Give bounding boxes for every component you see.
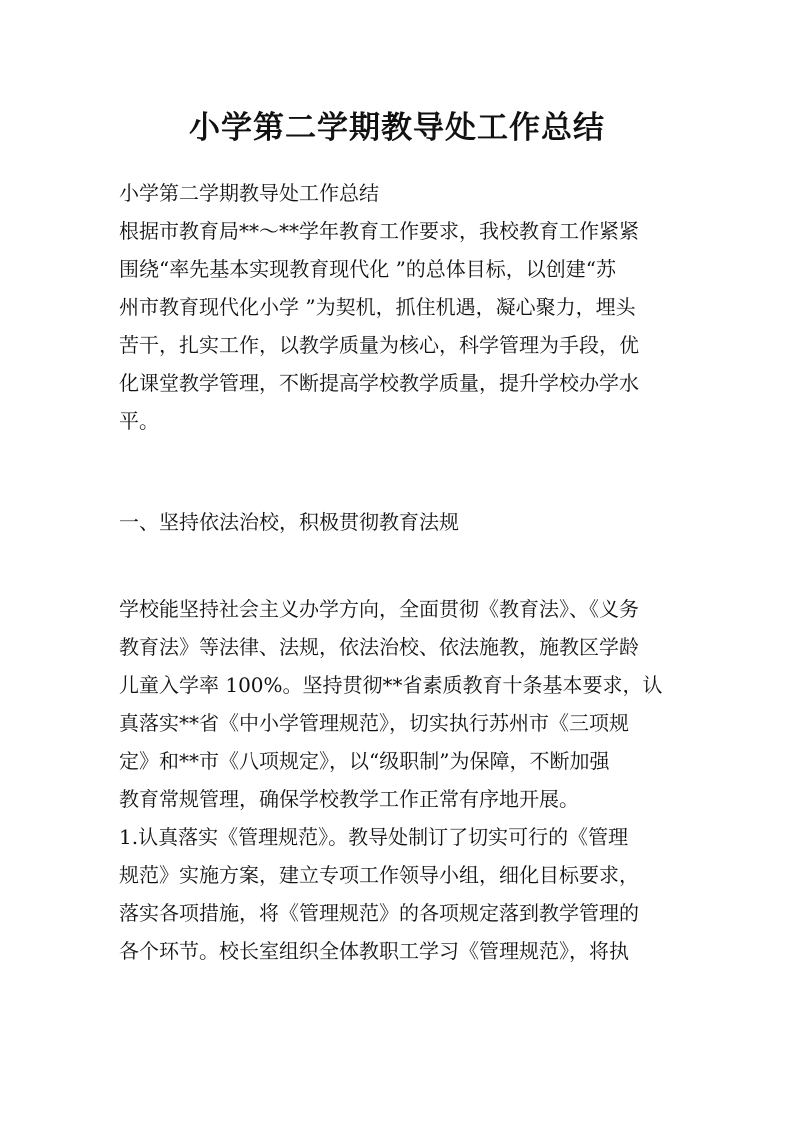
section1-paragraph bbox=[119, 590, 679, 970]
section1-heading-block bbox=[119, 503, 679, 541]
paragraph-line: 教育常规管理，确保学校教学工作正常有序地开展。 bbox=[119, 787, 579, 811]
document-title: 小学第二学期教导处工作总结 bbox=[189, 110, 605, 146]
paragraph-line: 定》和**市《八项规定》，以“级职制”为保障，不断加强 bbox=[119, 749, 610, 773]
paragraph-line: 学校能坚持社会主义办学方向，全面贯彻《教育法》、《义务 bbox=[119, 597, 639, 621]
document-subtitle: 小学第二学期教导处工作总结 bbox=[119, 181, 379, 205]
paragraph-line: 儿童入学率 100%。坚持贯彻**省素质教育十条基本要求，认 bbox=[119, 673, 663, 697]
paragraph-line: 教育法》等法律、法规，依法治校、依法施教，施教区学龄 bbox=[119, 635, 639, 659]
item1-line: 落实各项措施，将《管理规范》的各项规定落到教学管理的 bbox=[119, 901, 639, 925]
section-heading: 一、坚持依法治校，积极贯彻教育法规 bbox=[119, 510, 459, 534]
intro-line: 化课堂教学管理，不断提高学校教学质量，提升学校办学水 bbox=[119, 371, 639, 395]
item1-line: 1.认真落实《管理规范》。教导处制订了切实可行的《管理 bbox=[119, 825, 629, 849]
intro-line: 根据市教育局**～**学年教育工作要求，我校教育工作紧紧 bbox=[119, 219, 639, 243]
intro-line: 州市教育现代化小学 ”为契机，抓住机遇，凝心聚力，埋头 bbox=[119, 295, 636, 319]
intro-line: 围绕“率先基本实现教育现代化 ”的总体目标，以创建“苏 bbox=[119, 257, 617, 281]
paragraph-line: 真落实**省《中小学管理规范》，切实执行苏州市《三项规 bbox=[119, 711, 629, 735]
intro-line: 平。 bbox=[119, 409, 159, 433]
intro-line: 苦干，扎实工作，以教学质量为核心，科学管理为手段，优 bbox=[119, 333, 639, 357]
intro-paragraph bbox=[119, 212, 679, 440]
item1-line: 各个环节。校长室组织全体教职工学习《管理规范》，将执 bbox=[119, 939, 629, 963]
item1-line: 规范》实施方案，建立专项工作领导小组，细化目标要求， bbox=[119, 863, 639, 887]
